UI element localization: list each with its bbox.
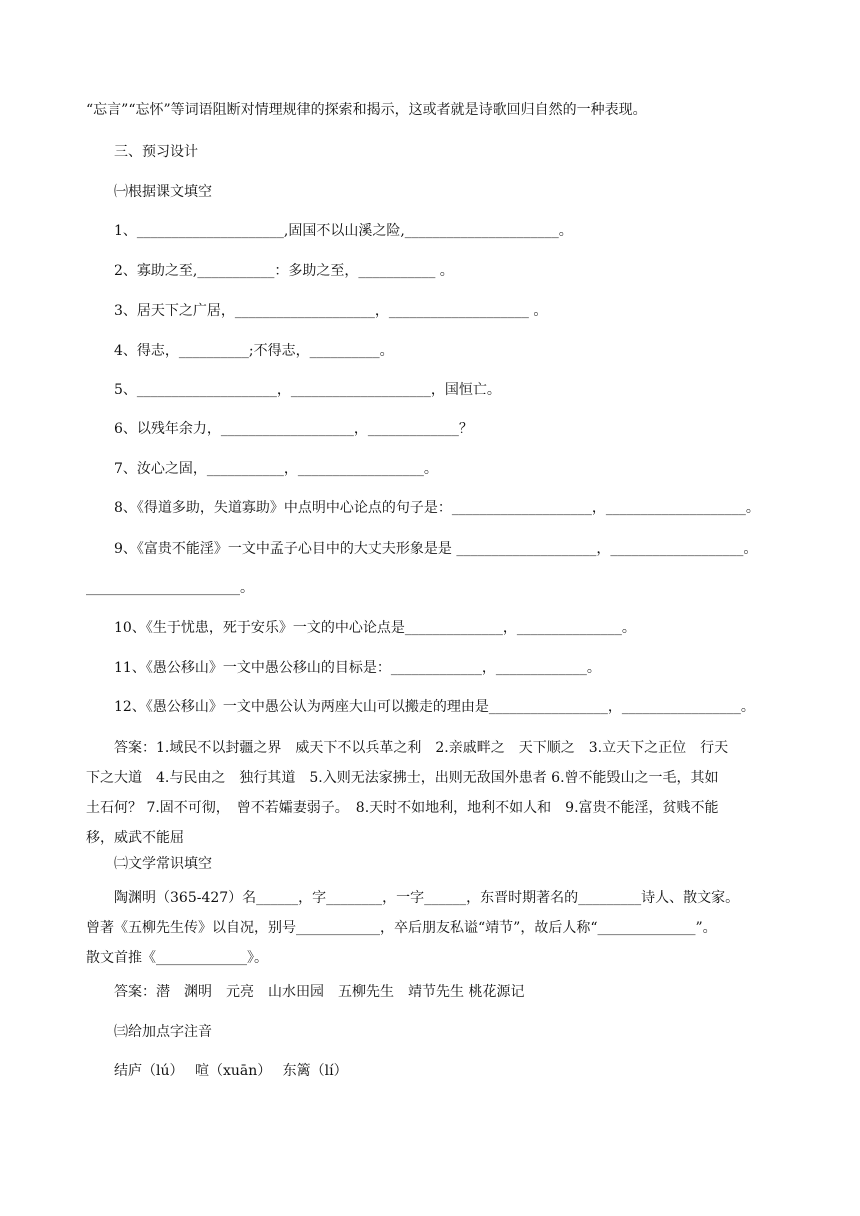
answer-block-1 <box>86 733 778 853</box>
question-12: 12、《愚公移山》一文中愚公认为两座大山可以搬走的理由是_________________，_________________。 <box>114 699 755 715</box>
question-1: 1、_____________________,固国不以山溪之险,______________________。 <box>114 223 573 239</box>
question-10: 10、《生于忧患，死于安乐》一文的中心论点是______________，_______________。 <box>114 620 636 636</box>
literature-paragraph <box>86 883 786 973</box>
answer-1-line-1: 答案：1.域民不以封疆之界 威天下不以兵革之利 2.亲戚畔之 天下顺之 3.立天下之正位 行天 <box>114 740 729 756</box>
answer-1-line-3: 土石何？ 7.固不可彻， 曾不若孀妻弱子。 8.天时不如地利，地利不如人和 9.富贵不能淫，贫贱不能 <box>86 800 719 816</box>
intro-text: “忘言”“忘怀”等词语阻断对情理规律的探索和揭示，这或者就是诗歌回归自然的一种表现。 <box>86 102 647 118</box>
question-4: 4、得志，__________;不得志，__________。 <box>114 343 394 359</box>
subheading-literature: ㈡文学常识填空 <box>114 856 212 872</box>
subheading-fill-blanks: ㈠根据课文填空 <box>114 184 212 200</box>
literature-line-3: 散文首推《_____________》。 <box>86 950 268 966</box>
literature-line-1: 陶渊明（365-427）名______，字________，一字______，东晋时期著名的_________诗人、散文家。 <box>114 890 740 906</box>
question-9-continued: ______________________。 <box>86 580 254 596</box>
question-6: 6、以残年余力，___________________，_____________？ <box>114 421 473 437</box>
question-3: 3、居天下之广居，____________________，____________________ 。 <box>114 303 548 319</box>
subheading-pinyin: ㈢给加点字注音 <box>114 1024 212 1040</box>
pinyin-line: 结庐（lú） 喧（xuān） 东篱（lí） <box>114 1063 348 1079</box>
answer-1-line-4: 移，威武不能屈 <box>86 830 184 846</box>
question-7: 7、汝心之固，___________，__________________。 <box>114 461 438 477</box>
answer-1-line-2: 下之大道 4.与民由之 独行其道 5.入则无法家拂士，出则无敌国外患者 6.曾不能毁山之一毛，其如 <box>86 770 719 786</box>
section-heading-preview-design: 三、预习设计 <box>114 144 198 160</box>
question-8: 8、《得道多助，失道寡助》中点明中心论点的句子是：____________________，____________________。 <box>114 500 760 516</box>
question-2: 2、寡助之至,___________：多助之至，___________ 。 <box>114 263 454 279</box>
question-5: 5、____________________，____________________，国恒亡。 <box>114 382 501 398</box>
question-9: 9、《富贵不能淫》一文中孟子心目中的大丈夫形象是是 ____________________，___________________。 <box>114 541 758 557</box>
answer-block-2: 答案：潜 渊明 元亮 山水田园 五柳先生 靖节先生 桃花源记 <box>114 984 525 1000</box>
literature-line-2: 曾著《五柳先生传》以自况，别号____________，卒后朋友私谥“靖节”，故后人称“______________”。 <box>86 920 717 936</box>
question-11: 11、《愚公移山》一文中愚公移山的目标是：_____________，_____________。 <box>114 660 601 676</box>
